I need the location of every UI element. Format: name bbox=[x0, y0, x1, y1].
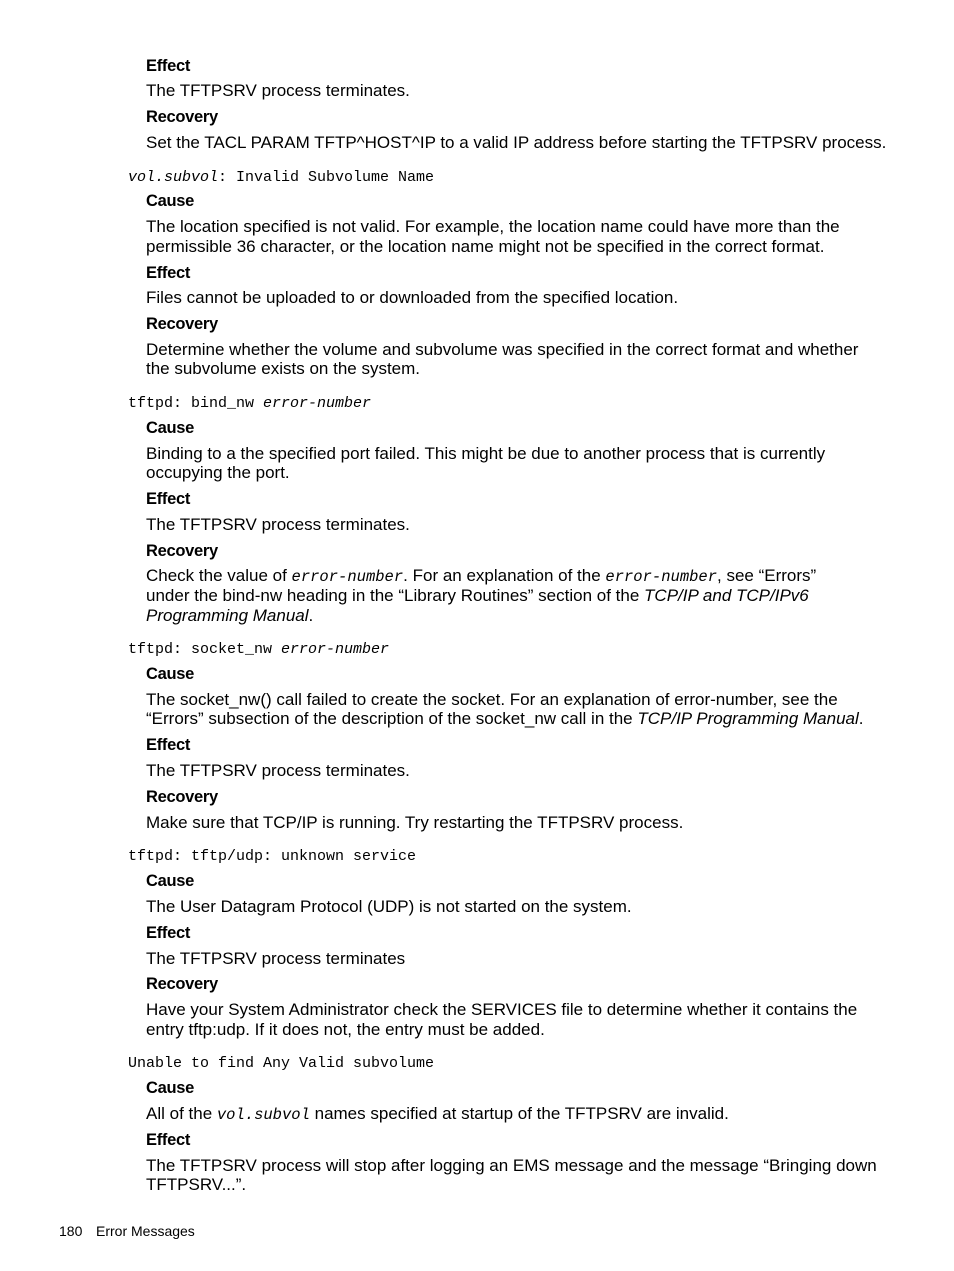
recovery-text-part: under the bind-nw heading in the “Library Routines” section of the bbox=[146, 586, 645, 605]
manual-title: Programming Manual bbox=[146, 606, 309, 625]
recovery-text: entry tftp:udp. If it does not, the entry must be added. bbox=[146, 1020, 545, 1039]
recovery-text: Set the TACL PARAM TFTP^HOST^IP to a valid IP address before starting the TFTPSRV process. bbox=[146, 133, 887, 152]
recovery-text-part: Check the value of bbox=[146, 566, 292, 585]
recovery-text-part: . bbox=[308, 606, 314, 625]
cause-text: permissible 36 character, or the location name might not be specified in the correct format. bbox=[146, 237, 825, 256]
cause-text-part: All of the bbox=[146, 1104, 217, 1123]
recovery-text bbox=[146, 606, 313, 626]
effect-text: The TFTPSRV process terminates. bbox=[146, 515, 410, 534]
effect-text: The TFTPSRV process terminates bbox=[146, 949, 406, 968]
recovery-text: Determine whether the volume and subvolume was specified in the correct format and whether bbox=[146, 340, 859, 359]
recovery-text-part: , see “Errors” bbox=[717, 566, 817, 585]
error-message-code bbox=[128, 394, 371, 414]
recovery-heading: Recovery bbox=[146, 542, 218, 560]
code-text: tftpd: socket_nw bbox=[128, 641, 282, 658]
code-italic: error-number bbox=[263, 395, 372, 412]
cause-text: The location specified is not valid. For example, the location name could have more than the bbox=[146, 217, 840, 236]
cause-text-part: “Errors” subsection of the description of the socket_nw call in the bbox=[146, 709, 638, 728]
effect-heading: Effect bbox=[146, 264, 191, 282]
recovery-text bbox=[146, 586, 809, 606]
cause-heading: Cause bbox=[146, 192, 195, 210]
footer-section-title: Error Messages bbox=[96, 1223, 195, 1239]
code-text: : Invalid Subvolume Name bbox=[218, 169, 435, 186]
cause-text-part: . bbox=[858, 709, 864, 728]
recovery-heading: Recovery bbox=[146, 788, 218, 806]
recovery-heading: Recovery bbox=[146, 108, 218, 126]
code-text: tftpd: bind_nw bbox=[128, 395, 264, 412]
recovery-heading: Recovery bbox=[146, 975, 218, 993]
page-number: 180 bbox=[59, 1223, 83, 1239]
manual-title: TCP/IP Programming Manual bbox=[637, 709, 859, 728]
error-message-code bbox=[128, 640, 389, 660]
effect-heading: Effect bbox=[146, 736, 191, 754]
error-message-code: Unable to find Any Valid subvolume bbox=[128, 1055, 435, 1072]
error-message-code: tftpd: tftp/udp: unknown service bbox=[128, 848, 417, 865]
cause-text: Binding to a the specified port failed. This might be due to another process that is currently bbox=[146, 444, 826, 463]
manual-title: TCP/IP and TCP/IPv6 bbox=[644, 586, 809, 605]
cause-text: The User Datagram Protocol (UDP) is not started on the system. bbox=[146, 897, 632, 916]
cause-heading: Cause bbox=[146, 665, 195, 683]
cause-heading: Cause bbox=[146, 872, 195, 890]
recovery-text bbox=[146, 566, 816, 587]
error-number-code: error-number bbox=[291, 568, 404, 586]
recovery-text: Make sure that TCP/IP is running. Try restarting the TFTPSRV process. bbox=[146, 813, 684, 832]
code-italic: error-number bbox=[281, 641, 390, 658]
error-number-code: error-number bbox=[605, 568, 718, 586]
effect-text: The TFTPSRV process terminates. bbox=[146, 81, 410, 100]
cause-text bbox=[146, 1104, 729, 1125]
effect-heading: Effect bbox=[146, 57, 191, 75]
effect-heading: Effect bbox=[146, 1131, 191, 1149]
recovery-heading: Recovery bbox=[146, 315, 218, 333]
code-italic: vol.subvol bbox=[128, 169, 219, 186]
effect-heading: Effect bbox=[146, 490, 191, 508]
cause-heading: Cause bbox=[146, 419, 195, 437]
effect-text: TFTPSRV...”. bbox=[146, 1175, 247, 1194]
cause-text: The socket_nw() call failed to create the socket. For an explanation of error-number, see the bbox=[146, 690, 838, 709]
cause-text-part: names specified at startup of the TFTPSRV are invalid. bbox=[309, 1104, 729, 1123]
effect-heading: Effect bbox=[146, 924, 191, 942]
effect-text: The TFTPSRV process terminates. bbox=[146, 761, 410, 780]
vol-subvol-code: vol.subvol bbox=[216, 1106, 310, 1124]
effect-text: Files cannot be uploaded to or downloaded from the specified location. bbox=[146, 288, 679, 307]
recovery-text-part: . For an explanation of the bbox=[403, 566, 606, 585]
effect-text: The TFTPSRV process will stop after logging an EMS message and the message “Bringing down bbox=[146, 1156, 877, 1175]
cause-text: occupying the port. bbox=[146, 463, 290, 482]
recovery-text: Have your System Administrator check the SERVICES file to determine whether it contains the bbox=[146, 1000, 858, 1019]
recovery-text: the subvolume exists on the system. bbox=[146, 359, 421, 378]
error-message-code bbox=[128, 168, 434, 188]
cause-text bbox=[146, 709, 863, 729]
cause-heading: Cause bbox=[146, 1079, 195, 1097]
